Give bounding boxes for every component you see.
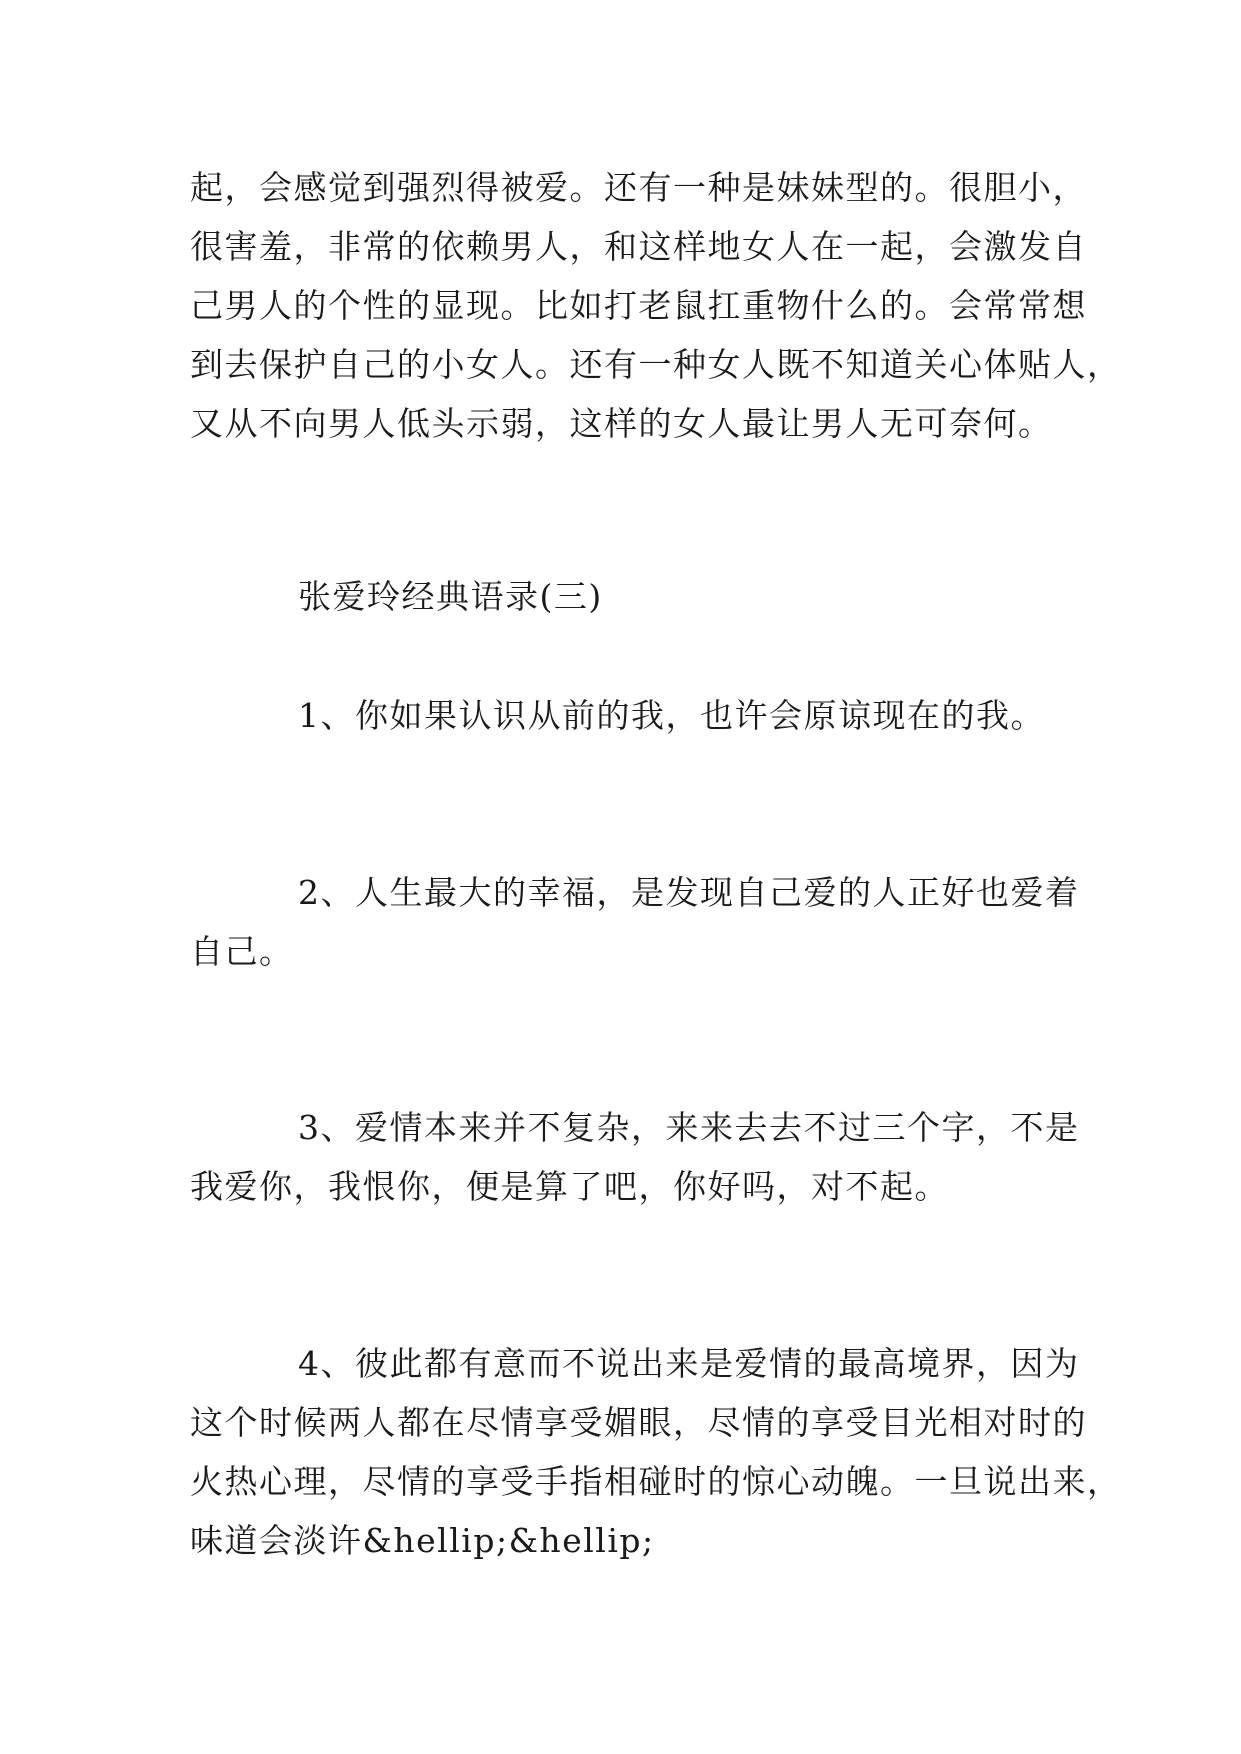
intro-line-2: 很害羞，非常的依赖男人，和这样地女人在一起，会激发自 [190,227,1087,266]
quote-4-line-2: 这个时候两人都在尽情享受媚眼，尽情的享受目光相对时的 [190,1403,1087,1442]
intro-line-4: 到去保护自己的小女人。还有一种女人既不知道关心体贴人， [190,345,1122,384]
section-title: 张爱玲经典语录(三) [298,577,603,616]
quote-3-line-2: 我爱你，我恨你，便是算了吧，你好吗，对不起。 [190,1167,949,1206]
intro-line-1: 起，会感觉到强烈得被爱。还有一种是妹妹型的。很胆小， [190,168,1087,207]
intro-line-3: 己男人的个性的显现。比如打老鼠扛重物什么的。会常常想 [190,286,1087,325]
quote-3-line-1: 3、爱情本来并不复杂，来来去去不过三个字，不是 [298,1108,1080,1147]
quote-2-line-1: 2、人生最大的幸福，是发现自己爱的人正好也爱着 [298,873,1080,912]
quote-2-line-2: 自己。 [190,932,294,971]
intro-line-5: 又从不向男人低头示弱，这样的女人最让男人无可奈何。 [190,404,1053,443]
quote-1-line-1: 1、你如果认识从前的我，也许会原谅现在的我。 [298,696,1045,735]
quote-4-line-1: 4、彼此都有意而不说出来是爱情的最高境界，因为 [298,1344,1080,1383]
quote-4-line-3: 火热心理，尽情的享受手指相碰时的惊心动魄。一旦说出来， [190,1462,1122,1501]
quote-4-line-4: 味道会淡许&hellip;&hellip; [190,1521,655,1560]
